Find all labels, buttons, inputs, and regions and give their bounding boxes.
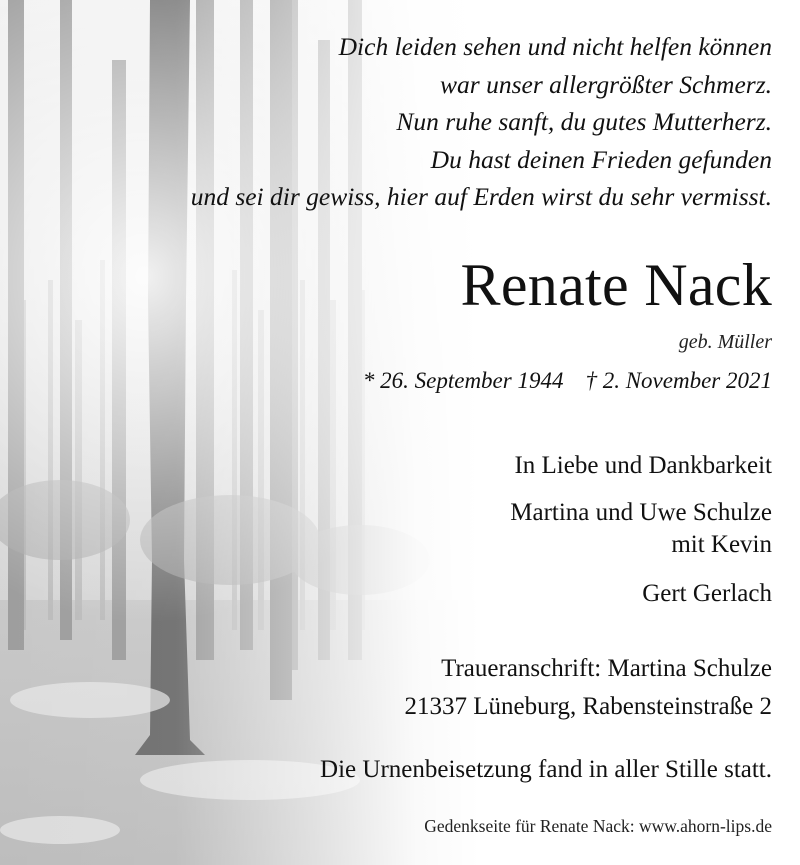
poem-line: und sei dir gewiss, hier auf Erden wirst du sehr vermisst. xyxy=(190,182,772,211)
life-dates xyxy=(363,366,772,396)
memorial-page-link[interactable]: Gedenkseite für Renate Nack: www.ahorn-lips.de xyxy=(424,816,772,836)
burial-note: Die Urnenbeisetzung fand in aller Stille statt. xyxy=(320,756,772,783)
mourning-address-street: 21337 Lüneburg, Rabensteinstraße 2 xyxy=(404,693,772,720)
poem-line: Dich leiden sehen und nicht helfen können xyxy=(338,32,772,61)
mourners-family-child: mit Kevin xyxy=(671,531,772,558)
birth-name: geb. Müller xyxy=(678,331,772,353)
mourners-other: Gert Gerlach xyxy=(642,580,772,607)
mourning-address-name: Traueranschrift: Martina Schulze xyxy=(441,655,772,682)
poem-line: Nun ruhe sanft, du gutes Mutterherz. xyxy=(396,107,772,136)
birth-date: * 26. September 1944 xyxy=(362,368,564,393)
mourners-intro: In Liebe und Dankbarkeit xyxy=(514,452,772,479)
poem-line: Du hast deinen Frieden gefunden xyxy=(430,144,772,174)
poem-line: war unser allergrößter Schmerz. xyxy=(440,69,772,99)
death-date: † 2. November 2021 xyxy=(585,368,772,393)
poem xyxy=(191,28,772,216)
mourners-family: Martina und Uwe Schulze xyxy=(510,499,772,526)
deceased-name: Renate Nack xyxy=(460,252,772,318)
